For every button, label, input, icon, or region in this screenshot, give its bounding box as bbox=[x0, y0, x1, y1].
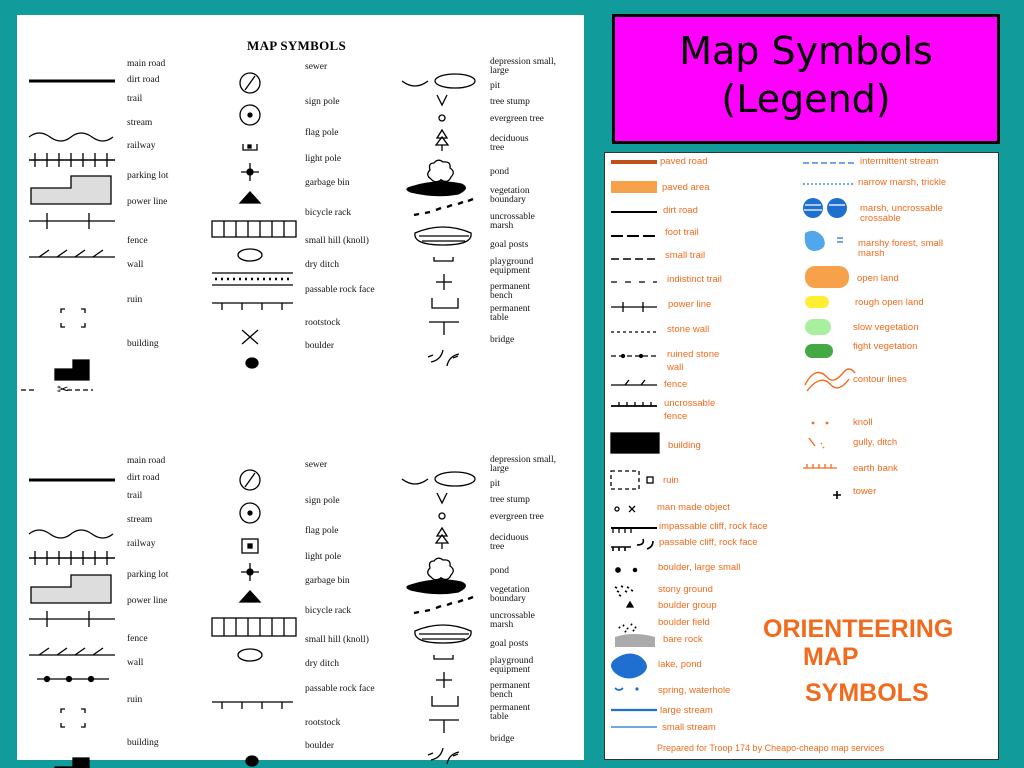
label-bare-rock: bare rock bbox=[663, 634, 703, 645]
label-permanent-bench-2: permanent bench bbox=[490, 681, 531, 700]
label-light-pole-2: light pole bbox=[305, 552, 342, 562]
label-narrow-marsh: narrow marsh, trickle bbox=[858, 177, 947, 188]
label-wall-2: wall bbox=[127, 658, 144, 668]
title-box bbox=[612, 14, 1000, 144]
label-boulder-group: boulder group bbox=[658, 600, 717, 611]
label-deciduous-tree-2: deciduous tree bbox=[490, 533, 529, 552]
label-tree-stump-2: tree stump bbox=[490, 495, 530, 505]
label-marsh-uncrossable: marsh, uncrossable crossable bbox=[860, 203, 943, 224]
label-fence-o: fence bbox=[664, 379, 688, 390]
label-sign-pole-2: sign pole bbox=[305, 496, 340, 506]
label-railway-2: railway bbox=[127, 539, 156, 549]
label-permanent-table: permanent table bbox=[490, 304, 531, 323]
label-rough-open-land: rough open land bbox=[855, 297, 924, 308]
label-sign-pole: sign pole bbox=[305, 97, 340, 107]
label-contour-lines: contour lines bbox=[853, 374, 907, 385]
label-passable-rock-face-2: passable rock face bbox=[305, 684, 375, 694]
label-small-stream: small stream bbox=[662, 722, 716, 733]
svg-text:✂: ✂ bbox=[57, 383, 69, 398]
label-depression-2: depression small, large bbox=[490, 455, 556, 474]
label-rootstock-2: rootstock bbox=[305, 718, 341, 728]
label-knoll: knoll bbox=[853, 417, 873, 428]
label-light-pole: light pole bbox=[305, 154, 342, 164]
label-small-trail: small trail bbox=[665, 250, 706, 261]
label-fight-vegetation: fight vegetation bbox=[853, 341, 918, 352]
label-stream: stream bbox=[127, 118, 153, 128]
label-uncrossable-marsh-2: uncrossable marsh bbox=[490, 611, 535, 630]
label-bicycle-rack-2: bicycle rack bbox=[305, 606, 352, 616]
label-fence: fence bbox=[127, 236, 148, 246]
label-passable-cliff: passable cliff, rock face bbox=[659, 537, 758, 548]
label-small-hill: small hill (knoll) bbox=[305, 236, 369, 246]
label-bridge: bridge bbox=[490, 335, 515, 345]
label-small-hill-2: small hill (knoll) bbox=[305, 635, 369, 645]
label-power-line-2: power line bbox=[127, 596, 168, 606]
label-depression: depression small, large bbox=[490, 57, 556, 76]
label-bridge-2: bridge bbox=[490, 734, 515, 744]
label-playground-equipment-2: playground equipment bbox=[490, 656, 534, 675]
label-garbage-bin-2: garbage bin bbox=[305, 576, 350, 586]
label-uncrossable-marsh: uncrossable marsh bbox=[490, 212, 535, 231]
label-boulder: boulder bbox=[305, 341, 335, 351]
label-power-line-o: power line bbox=[668, 299, 712, 310]
label-uncrossable-fence: uncrossable fence bbox=[664, 398, 716, 422]
label-permanent-bench: permanent bench bbox=[490, 282, 531, 301]
top-symbols-drawing bbox=[17, 55, 584, 398]
label-boulder-field: boulder field bbox=[658, 617, 710, 628]
label-pit-2: pit bbox=[490, 479, 501, 489]
label-spring-waterhole: spring, waterhole bbox=[658, 685, 731, 696]
label-evergreen-tree: evergreen tree bbox=[490, 114, 544, 124]
label-stone-wall: stone wall bbox=[667, 324, 710, 335]
label-pit: pit bbox=[490, 81, 501, 91]
label-passable-rock-face: passable rock face bbox=[305, 285, 375, 295]
brand-map: MAP bbox=[803, 643, 859, 671]
label-foot-trail: foot trail bbox=[665, 227, 699, 238]
label-tower: tower bbox=[853, 486, 877, 497]
title-line-1: Map Symbols bbox=[679, 29, 933, 73]
label-vegetation-boundary-2: vegetation boundary bbox=[490, 585, 530, 604]
label-evergreen-tree-2: evergreen tree bbox=[490, 512, 544, 522]
label-indistinct-trail: indistinct trail bbox=[667, 274, 722, 285]
label-wall: wall bbox=[127, 260, 144, 270]
label-impassable-cliff: impassable cliff, rock face bbox=[659, 521, 768, 532]
label-sewer-2: sewer bbox=[305, 460, 328, 470]
label-flag-pole: flag pole bbox=[305, 128, 339, 138]
footer-credit: Prepared for Troop 174 by Cheapo-cheapo map services bbox=[657, 743, 885, 753]
label-dry-ditch: dry ditch bbox=[305, 260, 340, 270]
label-boulder-2: boulder bbox=[305, 741, 335, 751]
label-dirt-road-2: dirt road bbox=[127, 473, 160, 483]
left-legend-panel bbox=[17, 15, 584, 760]
label-pond: pond bbox=[490, 167, 509, 177]
label-vegetation-boundary: vegetation boundary bbox=[490, 186, 530, 205]
label-dry-ditch-2: dry ditch bbox=[305, 659, 340, 669]
label-ruined-stone-wall: ruined stone wall bbox=[667, 349, 720, 373]
label-tree-stump: tree stump bbox=[490, 97, 530, 107]
label-stream-2: stream bbox=[127, 515, 153, 525]
label-building: building bbox=[127, 339, 159, 349]
label-rootstock: rootstock bbox=[305, 318, 341, 328]
label-permanent-table-2: permanent table bbox=[490, 703, 531, 722]
label-power-line: power line bbox=[127, 197, 168, 207]
label-flag-pole-2: flag pole bbox=[305, 526, 339, 536]
label-deciduous-tree: deciduous tree bbox=[490, 134, 529, 153]
label-parking-lot: parking lot bbox=[127, 171, 169, 181]
label-trail-2: trail bbox=[127, 491, 143, 501]
label-ruin-2: ruin bbox=[127, 695, 143, 705]
label-goal-posts: goal posts bbox=[490, 240, 529, 250]
orienteering-legend-panel bbox=[604, 152, 999, 760]
label-main-road: main road bbox=[127, 59, 166, 69]
label-garbage-bin: garbage bin bbox=[305, 178, 350, 188]
label-marshy-forest: marshy forest, small marsh bbox=[858, 238, 943, 259]
label-stony-ground: stony ground bbox=[658, 584, 713, 595]
label-ruin-o: ruin bbox=[663, 475, 679, 486]
label-open-land: open land bbox=[857, 273, 899, 284]
brand-orienteering: ORIENTEERING bbox=[763, 615, 954, 643]
brand-symbols: SYMBOLS bbox=[805, 679, 929, 707]
bottom-symbols-drawing bbox=[17, 453, 584, 763]
label-ruin: ruin bbox=[127, 295, 143, 305]
title-line-2: (Legend) bbox=[721, 77, 891, 121]
label-intermittent-stream: intermittent stream bbox=[860, 156, 939, 167]
label-boulder-large-small: boulder, large small bbox=[658, 562, 741, 573]
label-slow-vegetation: slow vegetation bbox=[853, 322, 919, 333]
label-earth-bank: earth bank bbox=[853, 463, 898, 474]
label-paved-area: paved area bbox=[662, 182, 710, 193]
label-playground-equipment: playground equipment bbox=[490, 257, 534, 276]
label-pond-2: pond bbox=[490, 566, 509, 576]
label-paved-road: paved road bbox=[660, 156, 708, 167]
label-railway: railway bbox=[127, 141, 156, 151]
label-bicycle-rack: bicycle rack bbox=[305, 208, 352, 218]
label-dirt-road-o: dirt road bbox=[663, 205, 698, 216]
label-goal-posts-2: goal posts bbox=[490, 639, 529, 649]
label-trail: trail bbox=[127, 94, 143, 104]
label-man-made-object: man made object bbox=[657, 502, 730, 513]
label-large-stream: large stream bbox=[660, 705, 713, 716]
label-building-2: building bbox=[127, 738, 159, 748]
label-sewer: sewer bbox=[305, 62, 328, 72]
label-lake-pond: lake, pond bbox=[658, 659, 702, 670]
label-main-road-2: main road bbox=[127, 456, 166, 466]
label-building-o: building bbox=[668, 440, 701, 451]
label-parking-lot-2: parking lot bbox=[127, 570, 169, 580]
label-dirt-road: dirt road bbox=[127, 75, 160, 85]
label-fence-2: fence bbox=[127, 634, 148, 644]
label-gully-ditch: gully, ditch bbox=[853, 437, 898, 448]
left-panel-heading: MAP SYMBOLS bbox=[247, 38, 347, 53]
